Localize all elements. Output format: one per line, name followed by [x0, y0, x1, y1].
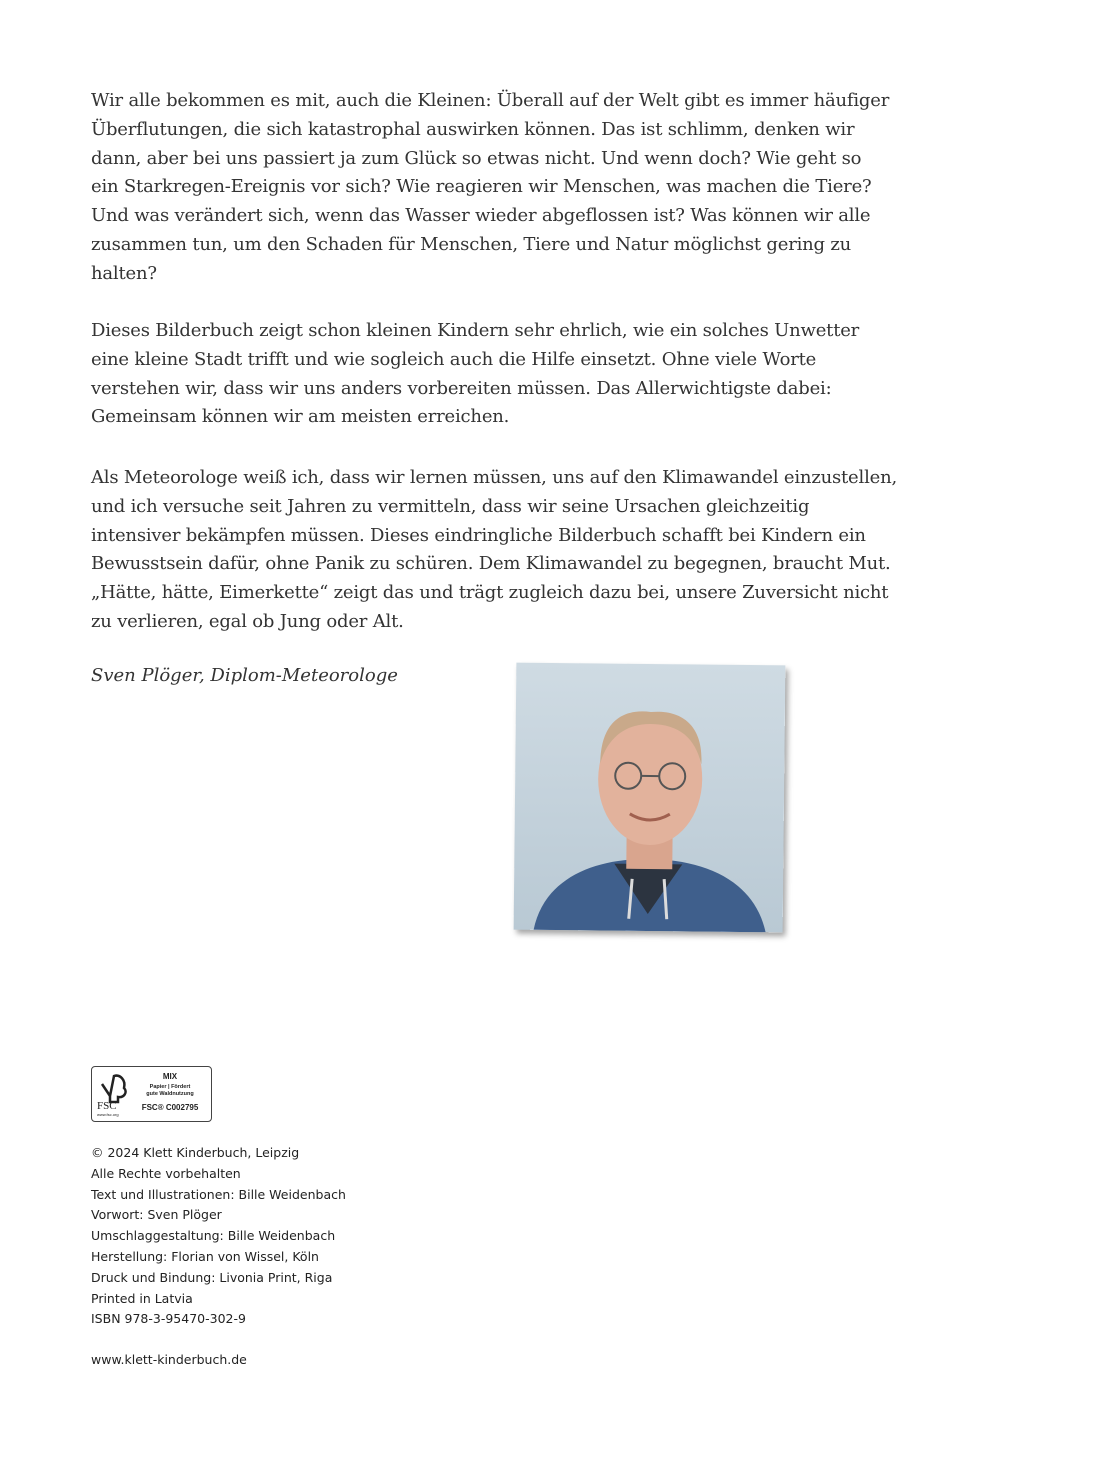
text-line: Dieses Bilderbuch zeigt schon kleinen Kindern sehr ehrlich, wie ein solches Unwetter [91, 320, 860, 341]
imprint-line: Umschlaggestaltung: Bille Weidenbach [91, 1228, 336, 1244]
imprint-line: © 2024 Klett Kinderbuch, Leipzig [91, 1145, 300, 1160]
imprint-line: Herstellung: Florian von Wissel, Köln [91, 1248, 319, 1264]
text-line: Und was verändert sich, wenn das Wasser wieder abgeflossen ist? Was können wir alle [91, 205, 871, 227]
imprint-line: Text und Illustrationen: Bille Weidenbach [91, 1186, 346, 1202]
imprint-line: Vorwort: Sven Plöger [91, 1207, 222, 1223]
text-line: Bewusstsein dafür, ohne Panik zu schüren. Dem Klimawandel zu begegnen, braucht Mut. [91, 553, 891, 575]
fsc-code: FSC® C002795 [141, 1103, 199, 1112]
foreword-paragraph-3 [91, 464, 897, 637]
text-line: intensiver bekämpfen müssen. Dieses eindringliche Bilderbuch schafft bei Kindern ein [91, 524, 866, 546]
author-portrait-photo [514, 663, 786, 933]
text-line: Gemeinsam können wir am meisten erreichen. [91, 406, 510, 428]
fsc-text: Papier | Fördert [149, 1084, 191, 1090]
text-line: zusammen tun, um den Schaden für Menschen, Tiere und Natur möglichst gering zu [91, 233, 852, 255]
fsc-brand: FSC [97, 1100, 117, 1112]
imprint [91, 1143, 346, 1330]
fsc-certification-label [91, 1066, 212, 1122]
foreword-paragraph-2 [91, 317, 859, 432]
imprint-line: Druck und Bindung: Livonia Print, Riga [91, 1269, 333, 1285]
text-line: Als Meteorologe weiß ich, dass wir lernen müssen, uns auf den Klimawandel einzustellen, [91, 467, 897, 488]
fsc-url: www.fsc.org [97, 1112, 119, 1117]
text-line: ein Starkregen-Ereignis vor sich? Wie reagieren wir Menschen, was machen die Tiere? [91, 176, 872, 198]
author-signature: Sven Plöger, Diplom-Meteorologe [91, 665, 398, 686]
publisher-website: www.klett-kinderbuch.de [91, 1352, 247, 1367]
imprint-line: Printed in Latvia [91, 1290, 193, 1306]
text-line: halten? [91, 262, 157, 284]
foreword-paragraph-1 [91, 87, 889, 289]
imprint-line: ISBN 978-3-95470-302-9 [91, 1311, 246, 1327]
text-line: und ich versuche seit Jahren zu vermitteln, dass wir seine Ursachen gleichzeitig [91, 495, 810, 517]
text-line: zu verlieren, egal ob Jung oder Alt. [91, 610, 404, 632]
fsc-mix: MIX [162, 1072, 178, 1081]
text-line: Überflutungen, die sich katastrophal auswirken können. Das ist schlimm, denken wir [91, 118, 855, 140]
text-line: verstehen wir, dass wir uns anders vorbereiten müssen. Das Allerwichtigste dabei: [91, 377, 832, 399]
text-line: eine kleine Stadt trifft und wie sogleich auch die Hilfe einsetzt. Ohne viele Worte [91, 348, 817, 370]
imprint-line: Alle Rechte vorbehalten [91, 1165, 241, 1181]
text-line: Wir alle bekommen es mit, auch die Kleinen: Überall auf der Welt gibt es immer häufiger [91, 90, 890, 111]
text-line: „Hätte, hätte, Eimerkette“ zeigt das und trägt zugleich dazu bei, unsere Zuversicht nicht [91, 582, 889, 604]
text-line: dann, aber bei uns passiert ja zum Glück so etwas nicht. Und wenn doch? Wie geht so [91, 147, 862, 169]
fsc-text: gute Waldnutzung [146, 1091, 194, 1097]
